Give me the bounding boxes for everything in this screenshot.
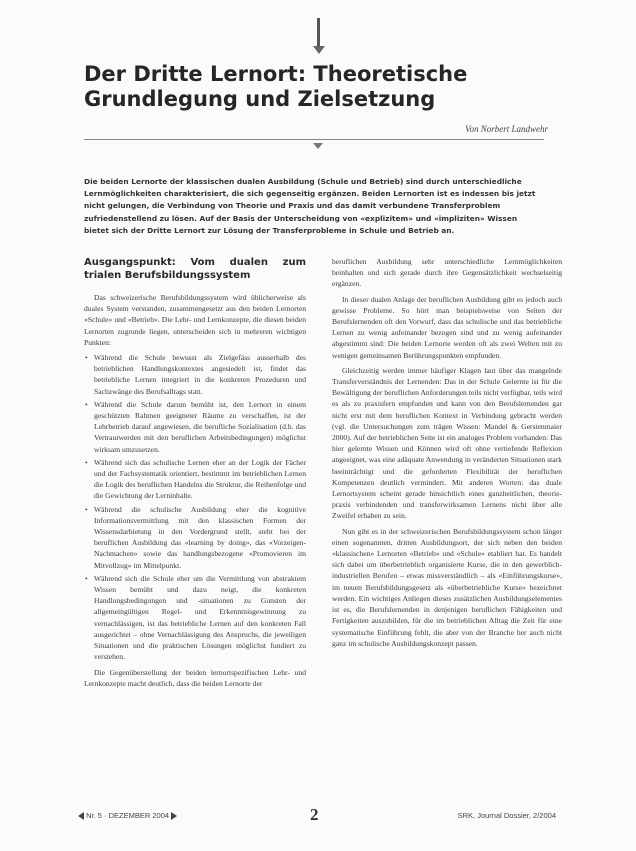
right-column <box>332 256 562 653</box>
page-number: 2 <box>310 805 319 824</box>
article-title: Der Dritte Lernort: Theoretische Grundlegung und Zielsetzung <box>84 62 468 111</box>
next-arrow-icon <box>171 812 177 820</box>
list-item: • Während die schulische Ausbildung eher die kognitive Informationsvermittlung mit den klassischen Formen der Wissensdarbietung in den Vordergrund stellt, steht bei der beruflichen Ausbildung das «learning by doing», das «Vorzeigen-Nachmachen» sowie das handlungsbezogene «Promovieren im Mitvollzug» im Mittelpunkt. <box>94 504 306 571</box>
top-arrow-icon <box>313 46 325 54</box>
section-heading: Ausgangspunkt: Vom dualen zum trialen Berufsbildungssystem <box>84 257 306 281</box>
author-line: Von Norbert Landwehr <box>464 124 548 134</box>
paragraph: Die Gegenüberstellung der beiden lernortspezifischen Lehr- und Lernkonzepte macht deutlich, dass die beiden Lernorte der <box>84 667 306 688</box>
paragraph: Gleichzeitig werden immer häufiger Klagen laut über das mangelnde Transferverständnis der Lernenden: Das in der Schule Gelernte ist für die Bewältigung der beruflichen Anforderungen teils nicht verfügbar, teils wird es als zu praxisfern empfunden und kann von den Berufslernenden gar nicht erst mit dem beruflichen Kontext in Verbindung gebracht werden (vgl. die Untersuchungen zum trägen Wissen: Mandel & Gerstenmaier 2000). Auf der betrieblichen Seite ist ein analoges Problem vorhanden: Das hier gelernte Wissen und Können wird oft ohne vertiefende Reflexion angeeignet, was eine adäquate Anwendung in veränderten Situationen stark beeinträchtigt und die geforderten Flexibilität der beruflichen Kompetenzen deutlich vermindert. Mit anderen Worten: das duale Lernortsystem scheint gerade hinsichtlich eines ganzheitlichen, theorie-praxis verbindenden und transferwirksamen Lernens nicht über alle Zweifel erhaben zu sein. <box>332 365 562 521</box>
bullet-list <box>84 352 306 662</box>
list-item: • Während sich das schulische Lernen eher an der Logik der Fächer und der Fachsystematik orientiert, bestimmt im betrieblichen Lernen die Logik des beruflichen Handelns die Struktur, die Reihenfolge und die Gewichtung der Lerninhalte. <box>94 457 306 502</box>
list-item: • Während sich die Schule eher um die Vermittlung von abstraktem Wissen bemüht und dazu neigt, die konkreten Handlungsbedingungen und -situationen zu Gunsten der allgemeingültigen Regel- und Erkenntnisgewinnung zu vernachlässigen, ist das betriebliche Lernen auf den konkreten Fall ausgerichtet – ohne Vernachlässigung des Anspruchs, die jeweiligen Situationen und die praktischen Lösungen möglichst fundiert zu verstehen. <box>94 573 306 663</box>
footer-issue <box>78 811 177 820</box>
paragraph: Das schweizerische Berufsbildungssystem wird üblicherweise als duales System verstanden, zusammengesetzt aus den beiden Lernorten «Schule» und «Betrieb». Die Lehr- und Lernkonzepte, die diesen beiden Lernorten zugrunde liegen, unterscheiden sich in mehreren wichtigen Punkten: <box>84 293 306 347</box>
list-item: • Während die Schule darum bemüht ist, den Lernort in einem geschützten Rahmen geeigneter Räume zu verschaffen, ist der Lehrbetrieb darauf angewiesen, die berufliche Sozialisation (d.h. das Vertrautwerden mit den beruflichen Arbeitsbedingungen) möglichst wirksam umzusetzen. <box>94 399 306 455</box>
paragraph: In dieser dualen Anlage der beruflichen Ausbildung gibt es jedoch auch gewisse Probleme. So hört man beispielsweise von Seiten der Berufslernenden oft den Vorwurf, dass das schulische und das betriebliche Lernen zu wenig aufeinander bezogen sind und zu wenig aufeinander abgestimmt sind: Die beiden Lernorte werden oft als zwei Welten mit zu wenigen gemeinsamen Berührungspunkten empfunden. <box>332 294 562 360</box>
previous-arrow-icon <box>78 812 84 820</box>
divider-arrow-icon <box>313 143 323 149</box>
list-item: • Während die Schule bewusst als Zielgefäss ausserhalb des betrieblichen Handlungskontextes angesiedelt ist, findet das betriebliche Lernen integriert in die konkreten Prozeduren und Sachzwänge des Berufsalltags statt. <box>94 352 306 397</box>
top-rule <box>317 18 320 46</box>
paragraph: Nun gibt es in der schweizerischen Berufsbildungssystem schon länger einen sogenannten, dritten Ausbildungsort, der sich neben den beiden «klassischen» Lernorten «Betrieb» und «Schule» etabliert hat. Es handelt sich dabei um überbetrieblich organisierte Kurse, die in den gewerblich-industriellen Berufen – etwas missverständlich – als «Einführungskurse», im neuen Berufsbildungsgesetz als «überbetriebliche Kurse» bezeichnet werden. Ein wichtiges Anliegen dieses zusätzlichen Ausbildungselementes ist es, die Berufslernenden in denjenigen beruflichen Fähigkeiten und Fertigkeiten auszubilden, für die im betrieblichen Alltag die Zeit für eine systematische Einführung fehlt, die aber von der Branche her auch nicht ganz im schulische Ausbildungskonzept passen. <box>332 526 562 648</box>
paragraph: beruflichen Ausbildung sehr unterschiedliche Lernmöglichkeiten beinhalten und sich gerade durch ihre Gegensätzlichkeit wechselseitig ergänzen. <box>332 257 562 289</box>
footer-issue-label: Nr. 5 · DEZEMBER 2004 <box>86 811 170 820</box>
footer-journal: SRK, Journal Dossier, 2/2004 <box>457 811 556 820</box>
divider-rule <box>84 139 544 140</box>
left-column <box>84 256 306 693</box>
lead-paragraph: Die beiden Lernorte der klassischen dualen Ausbildung (Schule und Betrieb) sind durch unterschiedliche Lernmöglichkeiten charakterisiert, die sich gegenseitig ergänzen. Beiden Lernorten ist es indessen bis jetzt nicht gelungen, die Verbindung von Theorie und Praxis und das damit verbundene Transferproblem zufriedenstellend zu lösen. Auf der Basis der Unterscheidung von «explizitem» und «impliziten» Wissen bietet sich der Dritte Lernort zur Lösung der Transferprobleme in Schule und Betrieb an. <box>84 177 536 235</box>
page-footer <box>78 805 556 825</box>
